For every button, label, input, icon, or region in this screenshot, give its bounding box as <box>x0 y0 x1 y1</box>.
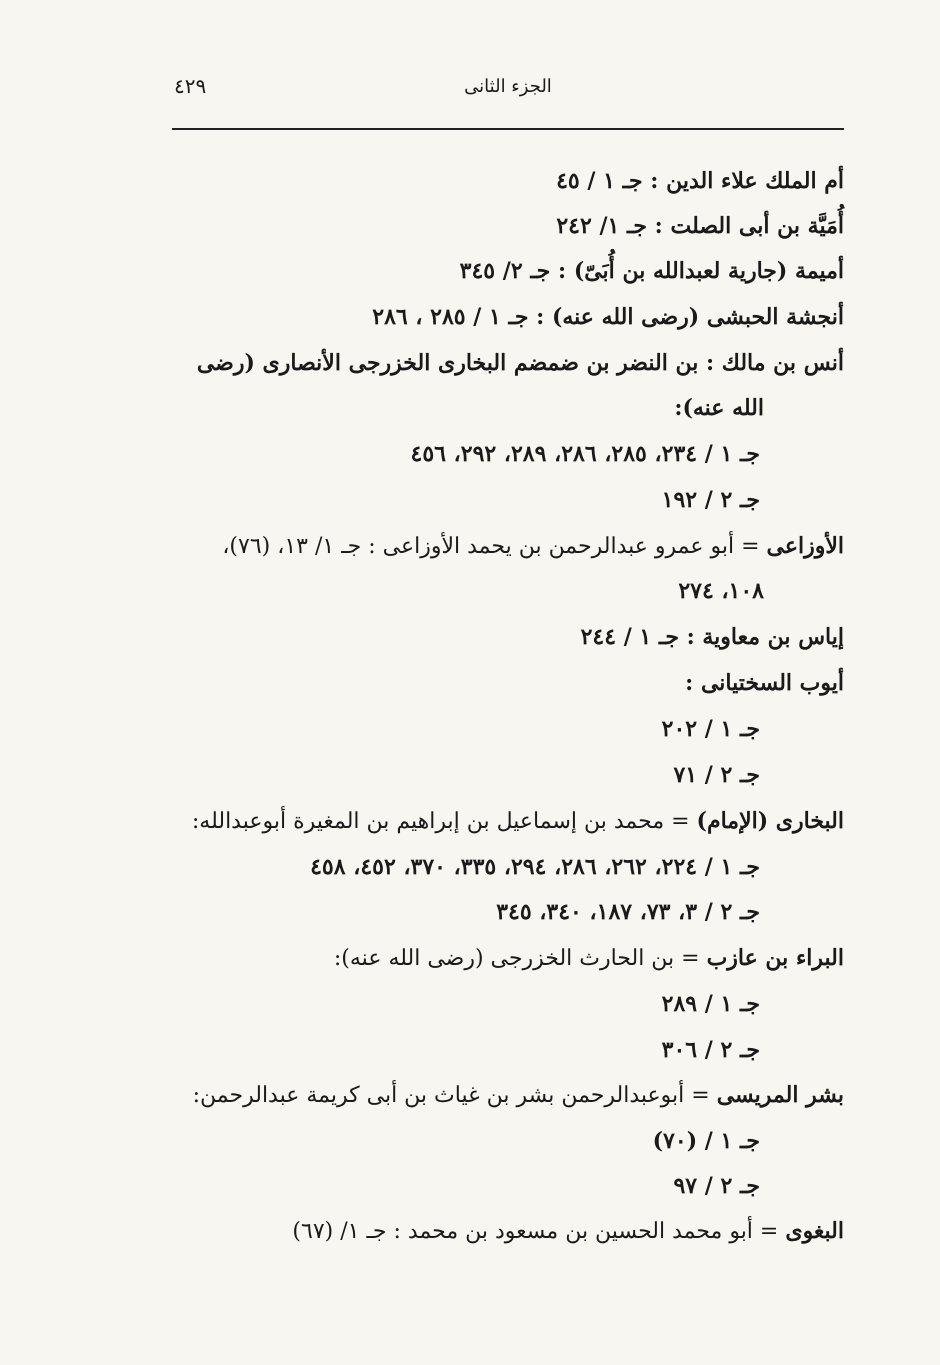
index-line: أميمة (جارية لعبدالله بن أُبَىّ) : جـ ٢/ ٣٤٥ <box>459 258 844 284</box>
index-line: ١٠٨، ٢٧٤ <box>678 578 764 604</box>
index-line: أنجشة الحبشى (رضى الله عنه) : جـ ١ / ٢٨٥ ، ٢٨٦ <box>372 304 844 330</box>
index-line: إياس بن معاوية : جـ ١ / ٢٤٤ <box>580 624 844 650</box>
index-line: البخارى (الإمام) = محمد بن إسماعيل بن إبراهيم بن المغيرة أبوعبدالله: <box>191 808 844 834</box>
index-line: جـ ٢ / ٩٧ <box>673 1173 760 1199</box>
index-line: جـ ٢ / ١٩٢ <box>661 487 760 513</box>
index-line: الله عنه): <box>674 395 764 421</box>
index-line: الأوزاعى = أبو عمرو عبدالرحمن بن يحمد الأوزاعى : جـ ١/ ١٣، (٧٦)، <box>222 533 844 559</box>
index-line: جـ ١ / ٢٣٤، ٢٨٥، ٢٨٦، ٢٨٩، ٢٩٢، ٤٥٦ <box>410 441 760 467</box>
index-line: بشر المريسى = أبوعبدالرحمن بشر بن غياث بن أبى كريمة عبدالرحمن: <box>192 1082 844 1108</box>
index-line: البراء بن عازب = بن الحارث الخزرجى (رضى الله عنه): <box>333 945 844 971</box>
index-line: أنس بن مالك : بن النضر بن ضمضم البخارى الخزرجى الأنصارى (رضى <box>196 350 844 376</box>
index-line: جـ ١ / (٧٠) <box>652 1128 760 1154</box>
index-line: جـ ١ / ٢٨٩ <box>661 991 760 1017</box>
index-line: أيوب السختيانى : <box>685 670 844 696</box>
index-line: جـ ٢ / ٧١ <box>673 762 760 788</box>
index-line: جـ ٢ / ٣٠٦ <box>661 1037 760 1063</box>
index-line: جـ ٢ / ٣، ٧٣، ١٨٧، ٣٤٠، ٣٤٥ <box>496 899 760 925</box>
index-line: جـ ١ / ٢٠٢ <box>661 716 760 742</box>
index-line: أُمَيَّة بن أبى الصلت : جـ ١/ ٢٤٢ <box>556 213 844 239</box>
running-title: الجزء الثانى <box>464 76 552 97</box>
page-number: ٤٢٩ <box>174 74 207 98</box>
index-line: أم الملك علاء الدين : جـ ١ / ٤٥ <box>556 168 844 194</box>
index-line: البغوى = أبو محمد الحسين بن مسعود بن محمد : جـ ١/ (٦٧) <box>292 1218 844 1244</box>
index-line: جـ ١ / ٢٢٤، ٢٦٢، ٢٨٦، ٢٩٤، ٣٣٥، ٣٧٠، ٤٥٢، ٤٥٨ <box>310 854 760 880</box>
